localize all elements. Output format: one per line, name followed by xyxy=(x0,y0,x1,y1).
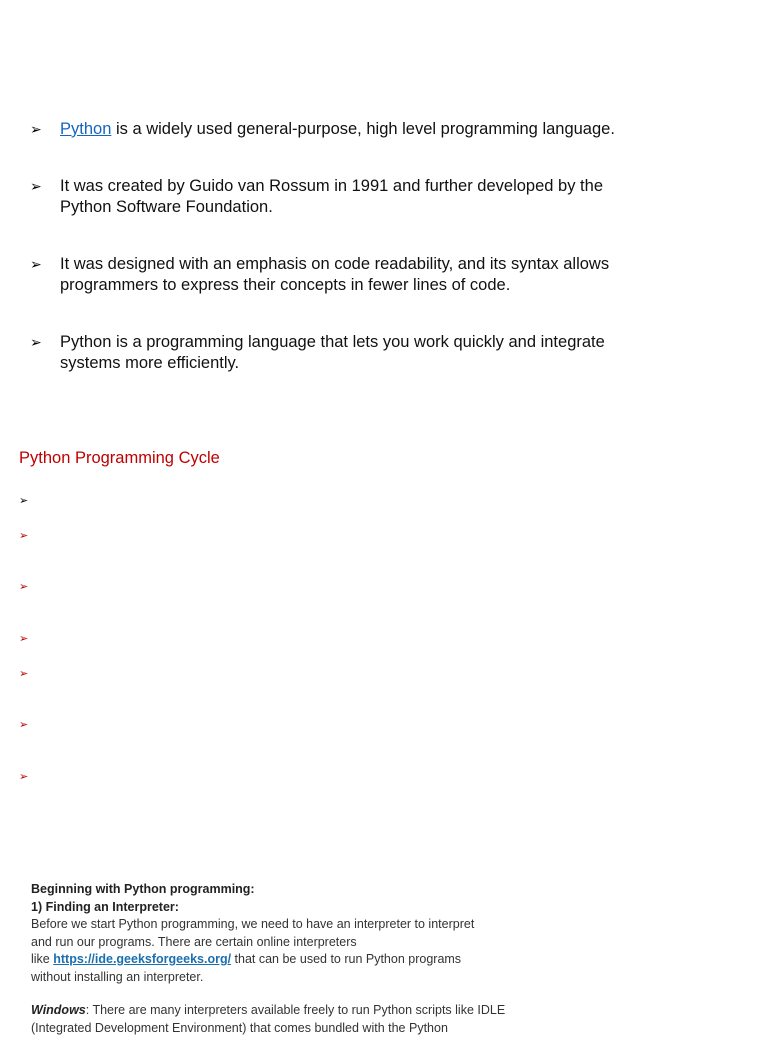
windows-para-line2: (Integrated Development Environment) that comes bundled with the Python xyxy=(31,1020,591,1037)
interpreter-para-line4: without installing an interpreter. xyxy=(31,969,591,987)
intro-bullet-2-line1: It was created by Guido van Rossum in 1991 and further developed by the xyxy=(60,177,603,195)
interpreter-para-line2: and run our programs. There are certain online interpreters xyxy=(31,934,591,952)
python-link[interactable]: Python xyxy=(60,120,111,138)
cycle-arrow-icon: ➢ xyxy=(19,530,28,542)
gfg-ide-link[interactable]: https://ide.geeksforgeeks.org/ xyxy=(53,952,231,966)
cycle-arrow-icon: ➢ xyxy=(19,495,28,507)
cycle-arrow-icon: ➢ xyxy=(19,719,28,731)
cycle-arrow-icon: ➢ xyxy=(19,581,28,593)
arrow-bullet-icon: ➢ xyxy=(30,119,46,140)
intro-bullet-4-line1: Python is a programming language that lets you work quickly and integrate xyxy=(60,333,605,351)
intro-bullet-text xyxy=(60,254,670,296)
arrow-bullet-icon: ➢ xyxy=(30,254,46,275)
windows-para-line1 xyxy=(31,1002,591,1020)
intro-bullet-text xyxy=(60,119,670,140)
intro-bullet-3-line2: programmers to express their concepts in fewer lines of code. xyxy=(60,276,510,294)
intro-bullet-text xyxy=(60,332,670,374)
arrow-bullet-icon: ➢ xyxy=(30,332,46,353)
beginning-section xyxy=(31,881,591,1037)
paragraph-gap xyxy=(31,986,591,1002)
intro-bullet-text xyxy=(60,176,670,218)
windows-label: Windows xyxy=(31,1003,86,1017)
intro-bullet-4-line2: systems more efficiently. xyxy=(60,354,239,372)
windows-text: : There are many interpreters available freely to run Python scripts like IDLE xyxy=(86,1003,505,1017)
intro-bullet-3-line1: It was designed with an emphasis on code readability, and its syntax allows xyxy=(60,255,609,273)
interpreter-para-prefix: like xyxy=(31,952,53,966)
finding-interpreter-heading: 1) Finding an Interpreter: xyxy=(31,899,591,917)
intro-bullet-2-line2: Python Software Foundation. xyxy=(60,198,273,216)
intro-bullet-1-text: is a widely used general-purpose, high level programming language. xyxy=(111,120,615,138)
beginning-heading: Beginning with Python programming: xyxy=(31,881,591,899)
cycle-arrow-icon: ➢ xyxy=(19,771,28,783)
cycle-arrow-icon: ➢ xyxy=(19,668,28,680)
interpreter-para-suffix: that can be used to run Python programs xyxy=(231,952,461,966)
arrow-bullet-icon: ➢ xyxy=(30,176,46,197)
interpreter-para-line1: Before we start Python programming, we need to have an interpreter to interpret xyxy=(31,916,591,934)
cycle-arrow-icon: ➢ xyxy=(19,633,28,645)
interpreter-para-line3 xyxy=(31,951,591,969)
cycle-section-title: Python Programming Cycle xyxy=(19,447,220,469)
